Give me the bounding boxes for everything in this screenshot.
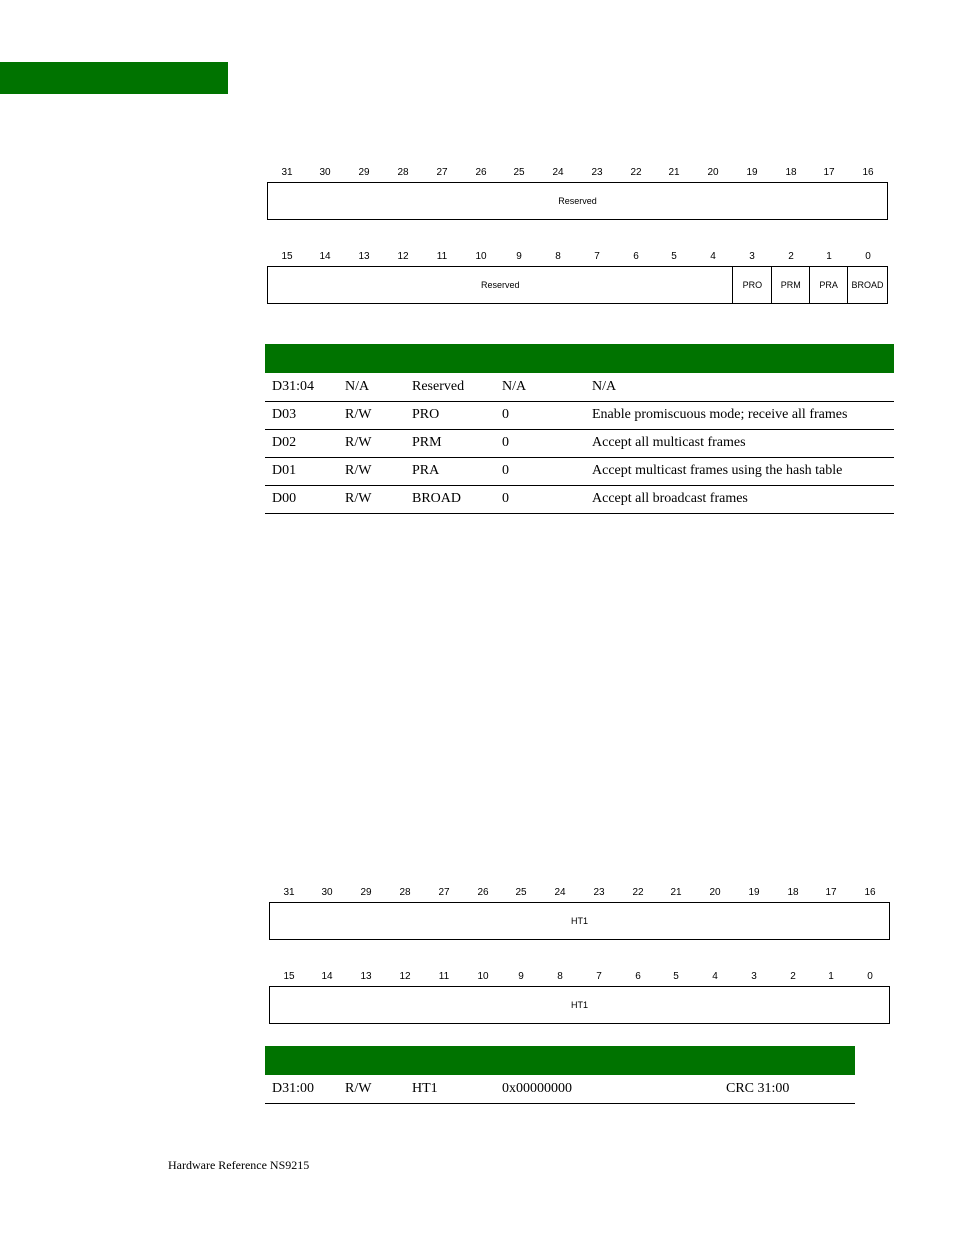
bit-number: 11 (436, 251, 448, 262)
field-pra: PRA (809, 267, 847, 303)
bit-number: 1 (826, 251, 832, 262)
field-pro: PRO (732, 267, 771, 303)
bit-number: 29 (360, 887, 372, 898)
table-header-bar (265, 344, 894, 373)
field-table-1 (265, 344, 894, 514)
field-reserved: Reserved (480, 280, 520, 290)
bit-number: 7 (596, 971, 602, 982)
field-ht1: HT1 (570, 916, 588, 926)
field-table-2 (265, 1046, 855, 1104)
bit-number: 5 (673, 971, 679, 982)
cell-reset: N/A (495, 373, 585, 401)
cell-mnemonic: Reserved (405, 373, 495, 401)
bit-number: 16 (862, 167, 874, 178)
bit-numbers-lower (267, 250, 888, 264)
bit-number: 12 (399, 971, 411, 982)
bit-number: 20 (709, 887, 721, 898)
bit-number: 10 (477, 971, 489, 982)
register-diagram-1 (267, 166, 888, 304)
bit-number: 19 (746, 167, 758, 178)
table-row (265, 457, 894, 485)
cell-reset: 0 (495, 429, 585, 457)
bit-numbers-upper (267, 166, 888, 180)
cell-reset: 0 (495, 485, 585, 513)
header-tab-bar (0, 62, 228, 94)
bit-number: 13 (360, 971, 372, 982)
field-ht1: HT1 (570, 1000, 588, 1010)
bit-number: 22 (632, 887, 644, 898)
field-reserved: Reserved (558, 196, 597, 206)
bit-number: 16 (864, 887, 876, 898)
bit-number: 9 (516, 251, 522, 262)
bit-number: 3 (749, 251, 755, 262)
cell-bits: D03 (265, 401, 338, 429)
field-broad: BROAD (847, 267, 887, 303)
bit-number: 18 (787, 887, 799, 898)
cell-description: Accept all multicast frames (585, 429, 894, 457)
bit-number: 17 (823, 167, 835, 178)
bit-number: 15 (283, 971, 295, 982)
bit-numbers-lower (269, 970, 890, 984)
cell-description: Enable promiscuous mode; receive all frames (585, 401, 894, 429)
bit-number: 23 (593, 887, 605, 898)
bit-number: 8 (555, 251, 561, 262)
bit-number: 0 (865, 251, 871, 262)
bit-number: 14 (321, 971, 333, 982)
table-header-bar (265, 1046, 855, 1075)
bit-number: 28 (399, 887, 411, 898)
cell-bits: D02 (265, 429, 338, 457)
bit-number: 26 (477, 887, 489, 898)
bit-number: 19 (748, 887, 760, 898)
bit-number: 27 (438, 887, 450, 898)
bit-number: 25 (513, 167, 525, 178)
bit-number: 23 (591, 167, 603, 178)
cell-bits: D01 (265, 457, 338, 485)
cell-mnemonic: PRO (405, 401, 495, 429)
cell-description: Accept multicast frames using the hash table (585, 457, 894, 485)
cell-access: R/W (338, 401, 405, 429)
cell-description: CRC 31:00 (719, 1075, 855, 1103)
register-row-lower (267, 266, 888, 304)
bit-number: 24 (554, 887, 566, 898)
table-row (265, 1075, 855, 1103)
table-row (265, 373, 894, 401)
register-row-upper (269, 902, 890, 940)
cell-access: N/A (338, 373, 405, 401)
cell-description: Accept all broadcast frames (585, 485, 894, 513)
bit-number: 0 (867, 971, 873, 982)
bit-numbers-upper (269, 886, 890, 900)
table-row (265, 429, 894, 457)
bit-number: 3 (751, 971, 757, 982)
table-row (265, 485, 894, 513)
bit-number: 21 (670, 887, 682, 898)
bit-number: 1 (828, 971, 834, 982)
bit-number: 31 (281, 167, 293, 178)
register-row-upper (267, 182, 888, 220)
bit-number: 29 (358, 167, 370, 178)
bit-number: 2 (790, 971, 796, 982)
bit-number: 30 (321, 887, 333, 898)
table-row (265, 401, 894, 429)
bit-number: 6 (633, 251, 639, 262)
bit-number: 30 (319, 167, 331, 178)
field-prm: PRM (771, 267, 809, 303)
bit-number: 2 (788, 251, 794, 262)
register-diagram-2 (269, 886, 890, 1024)
bit-number: 24 (552, 167, 564, 178)
bit-number: 21 (668, 167, 680, 178)
cell-description: N/A (585, 373, 894, 401)
bit-number: 15 (281, 251, 293, 262)
cell-bits: D00 (265, 485, 338, 513)
cell-bits: D31:00 (265, 1075, 338, 1103)
bit-number: 4 (710, 251, 716, 262)
bit-number: 31 (283, 887, 295, 898)
bit-number: 27 (436, 167, 448, 178)
bit-number: 6 (635, 971, 641, 982)
bit-number: 17 (825, 887, 837, 898)
cell-mnemonic: HT1 (405, 1075, 495, 1103)
cell-reset: 0 (495, 401, 585, 429)
bit-number: 18 (785, 167, 797, 178)
cell-reset: 0 (495, 457, 585, 485)
bit-number: 28 (397, 167, 409, 178)
bit-number: 11 (438, 971, 450, 982)
cell-mnemonic: PRM (405, 429, 495, 457)
cell-bits: D31:04 (265, 373, 338, 401)
bit-number: 26 (475, 167, 487, 178)
bit-number: 13 (358, 251, 370, 262)
register-row-lower (269, 986, 890, 1024)
cell-access: R/W (338, 429, 405, 457)
bit-number: 4 (712, 971, 718, 982)
bit-number: 25 (515, 887, 527, 898)
bit-number: 10 (475, 251, 487, 262)
cell-mnemonic: BROAD (405, 485, 495, 513)
bit-number: 12 (397, 251, 409, 262)
cell-reset: 0x00000000 (495, 1075, 719, 1103)
page-footer: Hardware Reference NS9215 (168, 1158, 310, 1172)
bit-number: 9 (518, 971, 524, 982)
cell-access: R/W (338, 485, 405, 513)
bit-number: 20 (707, 167, 719, 178)
bit-number: 8 (557, 971, 563, 982)
cell-access: R/W (338, 457, 405, 485)
bit-number: 14 (319, 251, 331, 262)
bit-number: 22 (630, 167, 642, 178)
cell-mnemonic: PRA (405, 457, 495, 485)
cell-access: R/W (338, 1075, 405, 1103)
bit-number: 7 (594, 251, 600, 262)
bit-number: 5 (671, 251, 677, 262)
